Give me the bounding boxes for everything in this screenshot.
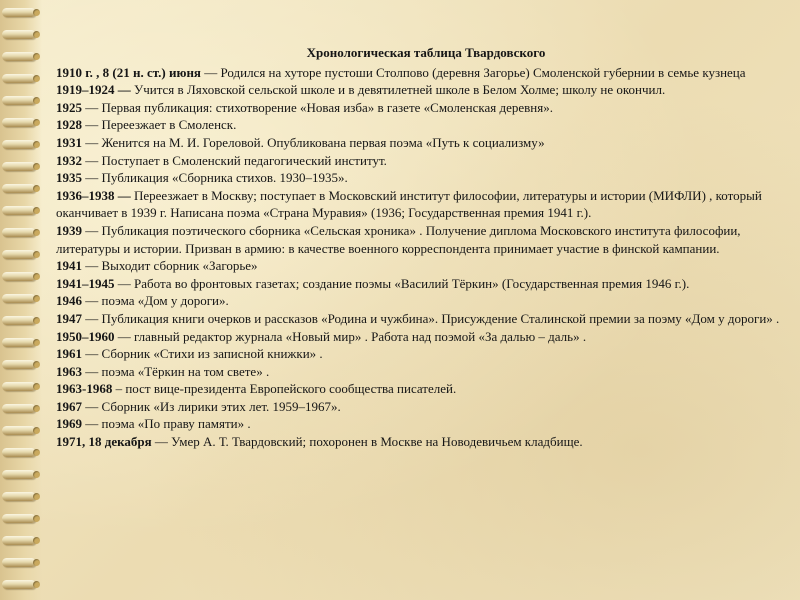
entry-date: 1947 bbox=[56, 310, 82, 326]
entry-date: 1963 bbox=[56, 363, 82, 379]
chronology-entry bbox=[56, 64, 788, 82]
entry-text: – пост вице-президента Европейского сообщества писателей. bbox=[112, 381, 457, 397]
page-title: Хронологическая таблица Твардовского bbox=[306, 45, 546, 60]
entry-text: — Переезжает в Смоленск. bbox=[82, 117, 237, 133]
entry-text: — Публикация «Сборника стихов. 1930–1935». bbox=[82, 170, 348, 186]
binding-ring bbox=[2, 536, 36, 545]
chronology-entry bbox=[56, 292, 788, 310]
binding-ring bbox=[2, 404, 36, 413]
binding-ring bbox=[2, 338, 36, 347]
binding-ring bbox=[2, 140, 36, 149]
chronology-entry bbox=[56, 363, 788, 381]
spiral-binding bbox=[0, 0, 42, 600]
chronology-entry bbox=[56, 99, 788, 117]
entries-list bbox=[56, 64, 788, 451]
entry-text: — поэма «По праву памяти» . bbox=[82, 416, 251, 432]
entry-date: 1910 г. , 8 (21 н. ст.) июня bbox=[56, 64, 201, 80]
entry-text: — Публикация поэтического сборника «Сельская хроника» . Получение диплома Московского института философии, литературы и истории. Призван в армию: в качестве военного корреспондента принимает участие в финской кампании. bbox=[56, 222, 741, 256]
binding-ring bbox=[2, 250, 36, 259]
binding-ring bbox=[2, 118, 36, 127]
binding-ring bbox=[2, 30, 36, 39]
binding-ring bbox=[2, 382, 36, 391]
entry-date: 1919–1924 — bbox=[56, 82, 131, 98]
entry-text: Учится в Ляховской сельской школе и в девятилетней школе в Белом Холме; школу не окончил. bbox=[130, 82, 666, 98]
entry-text: — Поступает в Смоленский педагогический институт. bbox=[82, 152, 387, 168]
chronology-entry bbox=[56, 187, 788, 222]
chronology-entry bbox=[56, 415, 788, 433]
binding-ring bbox=[2, 580, 36, 589]
entry-date: 1963-1968 bbox=[56, 381, 113, 397]
entry-text: — Первая публикация: стихотворение «Новая изба» в газете «Смоленская деревня». bbox=[82, 99, 553, 115]
entry-text: — поэма «Тёркин на том свете» . bbox=[82, 363, 270, 379]
binding-ring bbox=[2, 96, 36, 105]
entry-text: — Выходит сборник «Загорье» bbox=[82, 258, 258, 274]
chronology-entry bbox=[56, 152, 788, 170]
entry-text: — главный редактор журнала «Новый мир» . Работа над поэмой «За далью – даль» . bbox=[114, 328, 587, 344]
entry-date: 1935 bbox=[56, 170, 82, 186]
entry-text: — Умер А. Т. Твардовский; похоронен в Москве на Новодевичьем кладбище. bbox=[151, 434, 583, 450]
chronology-entry bbox=[56, 169, 788, 187]
binding-ring bbox=[2, 426, 36, 435]
entry-text: — Публикация книги очерков и рассказов «Родина и чужбина». Присуждение Сталинской премии за поэму «Дом у дороги» . bbox=[82, 310, 780, 326]
entry-date: 1939 bbox=[56, 222, 82, 238]
chronology-entry bbox=[56, 257, 788, 275]
chronology-entry bbox=[56, 380, 788, 398]
chronology-entry bbox=[56, 222, 788, 257]
chronology-entry bbox=[56, 310, 788, 328]
binding-ring bbox=[2, 206, 36, 215]
entry-text: — Родился на хуторе пустоши Столпово (деревня Загорье) Смоленской губернии в семье кузнеца bbox=[200, 64, 746, 80]
entry-date: 1946 bbox=[56, 293, 82, 309]
binding-ring bbox=[2, 558, 36, 567]
binding-ring bbox=[2, 492, 36, 501]
entry-text: — поэма «Дом у дороги». bbox=[82, 293, 229, 309]
binding-ring bbox=[2, 316, 36, 325]
chronology-entry bbox=[56, 81, 788, 99]
chronology-entry bbox=[56, 328, 788, 346]
entry-date: 1971, 18 декабря bbox=[56, 434, 152, 450]
chronology-entry bbox=[56, 116, 788, 134]
entry-text: — Сборник «Из лирики этих лет. 1959–1967». bbox=[82, 398, 341, 414]
chronology-text bbox=[56, 44, 788, 451]
entry-text: Переезжает в Москву; поступает в Московский институт философии, литературы и истории (МИФЛИ) , который оканчивает в 1939 г. Написана поэма «Страна Муравия» (1936; Государственная премия 1941 г.). bbox=[56, 187, 762, 221]
binding-ring bbox=[2, 184, 36, 193]
entry-date: 1936–1938 — bbox=[56, 187, 131, 203]
entry-date: 1931 bbox=[56, 134, 82, 150]
entry-text: — Работа во фронтовых газетах; создание поэмы «Василий Тёркин» (Государственная премия 1946 г.). bbox=[114, 275, 690, 291]
entry-date: 1925 bbox=[56, 99, 82, 115]
binding-ring bbox=[2, 162, 36, 171]
binding-ring bbox=[2, 74, 36, 83]
entry-date: 1961 bbox=[56, 346, 82, 362]
entry-text: — Сборник «Стихи из записной книжки» . bbox=[82, 346, 323, 362]
chronology-entry bbox=[56, 345, 788, 363]
entry-date: 1967 bbox=[56, 398, 82, 414]
chronology-entry bbox=[56, 134, 788, 152]
entry-date: 1941–1945 bbox=[56, 275, 115, 291]
binding-ring bbox=[2, 8, 36, 17]
chronology-entry bbox=[56, 398, 788, 416]
chronology-entry bbox=[56, 433, 788, 451]
entry-text: — Женится на М. И. Гореловой. Опубликована первая поэма «Путь к социализму» bbox=[82, 134, 545, 150]
entry-date: 1969 bbox=[56, 416, 82, 432]
binding-ring bbox=[2, 470, 36, 479]
binding-ring bbox=[2, 294, 36, 303]
binding-ring bbox=[2, 52, 36, 61]
chronology-entry bbox=[56, 275, 788, 293]
binding-ring bbox=[2, 448, 36, 457]
binding-ring bbox=[2, 272, 36, 281]
entry-date: 1950–1960 bbox=[56, 328, 115, 344]
binding-ring bbox=[2, 514, 36, 523]
entry-date: 1932 bbox=[56, 152, 82, 168]
binding-ring bbox=[2, 228, 36, 237]
entry-date: 1928 bbox=[56, 117, 82, 133]
binding-ring bbox=[2, 360, 36, 369]
entry-date: 1941 bbox=[56, 258, 82, 274]
